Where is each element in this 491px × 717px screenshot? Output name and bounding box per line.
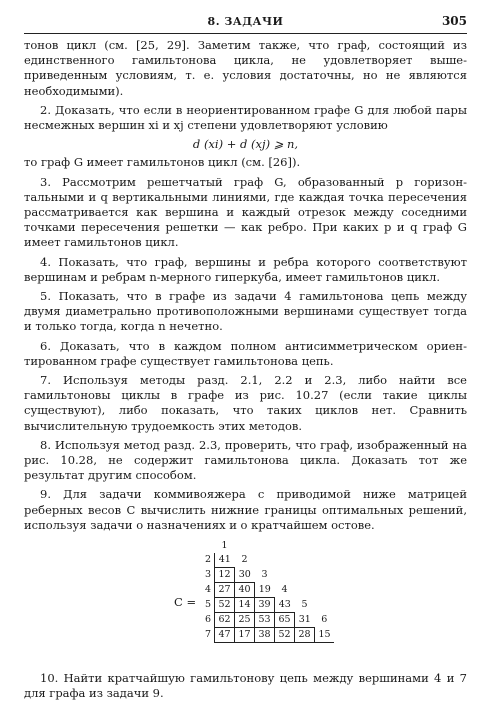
matrix-cell: 53 [255, 613, 275, 628]
matrix-header-row [199, 539, 334, 553]
weight-matrix-table [199, 539, 334, 643]
matrix-cell: 52 [215, 598, 235, 613]
matrix-row [199, 553, 334, 568]
matrix-cell: 14 [235, 598, 255, 613]
matrix-cell: 30 [235, 568, 255, 583]
problem-8: 8. Используя метод разд. 2.3, проверить, что граф, изображенный на рис. 10.28, не содержит гамильтонова цикла. Доказать тот же результат другим способом. [24, 437, 467, 483]
problem-2-conclusion: то граф G имеет гамильтонов цикл (см. [26]). [24, 155, 301, 170]
column-header: 3 [261, 569, 268, 581]
matrix-cell: 15 [315, 628, 335, 643]
problem-9: 9. Для задачи коммивояжера с приводимой ниже матрицей реберных весов C вычислить нижние границы оптимальных решений, используя задачи о назначениях и о кратчайшем остове. [24, 487, 467, 532]
matrix-cell: 62 [215, 613, 235, 628]
column-header: 2 [241, 554, 248, 566]
matrix-cell: 41 [215, 553, 235, 568]
matrix-cell: 52 [275, 628, 295, 643]
matrix-row [199, 613, 334, 628]
matrix-cell: 17 [235, 628, 255, 643]
column-header: 5 [301, 599, 308, 611]
problem-5: 5. Показать, что в графе из задачи 4 гамильтонова цепь между двумя диаметрально противоположными вершинами существует тогда и только тогда, когда n нечетно. [24, 289, 467, 334]
paragraph-continuation: тонов цикл (см. [25, 29]. Заметим также, что граф, состоящий из единственного гамильтонова цикла, не удовлетворяет вышеприведенным условиям, т. е. условия достаточны, но не являются необходимыми). [24, 38, 467, 98]
matrix-cell: 43 [275, 598, 295, 613]
matrix-cell: 31 [295, 613, 315, 628]
matrix-cell: 47 [215, 628, 235, 643]
matrix-cell: 38 [255, 628, 275, 643]
problem-3: 3. Рассмотрим решетчатый граф G, образованный p горизонтальными и q вертикальными линиями, где каждая точка пересечения рассматривается как вершина и каждый отрезок между соседними точками пересечения решетки — как ребро. При каких p и q граф G имеет гамильтонов цикл. [24, 174, 467, 250]
row-header: 3 [204, 569, 211, 581]
column-header: 6 [321, 614, 328, 626]
matrix-row [199, 598, 334, 613]
degree-condition-formula: d (xi) + d (xj) ⩾ n, [192, 137, 299, 152]
problem-2-statement: 2. Доказать, что если в неориентированном графе G для любой пары несмежных вершин xi и xj степени удовлетворяют условию [24, 102, 467, 133]
matrix-cell: 19 [255, 583, 275, 598]
matrix-cell: 25 [235, 613, 255, 628]
matrix-row [199, 568, 334, 583]
matrix-cell: 12 [215, 568, 235, 583]
matrix-cell: 27 [215, 583, 235, 598]
matrix-label: C = [174, 595, 197, 610]
running-header [24, 9, 467, 34]
row-header: 4 [204, 584, 211, 596]
problem-6: 6. Доказать, что в каждом полном антисимметрическом ориентированном графе существует гамильтонова цепь. [24, 338, 467, 368]
matrix-cell: 65 [275, 613, 295, 628]
row-header: 2 [204, 554, 211, 566]
matrix-cell: 28 [295, 628, 315, 643]
column-header: 4 [281, 584, 288, 596]
chapter-title: 8. ЗАДАЧИ [207, 15, 284, 28]
matrix-row [199, 583, 334, 598]
weight-matrix [24, 539, 467, 663]
matrix-row [199, 628, 334, 643]
page-number: 305 [441, 14, 467, 28]
row-header: 6 [204, 614, 211, 626]
problem-10: 10. Найти кратчайшую гамильтонову цепь между вершинами 4 и 7 для графа из задачи 9. [24, 671, 467, 701]
problem-4: 4. Показать, что граф, вершины и ребра которого соответствуют вершинам и ребрам n-мерного гиперкуба, имеет гамильтонов цикл. [24, 254, 467, 284]
column-header: 1 [221, 540, 228, 552]
page-body [24, 38, 467, 706]
problem-7: 7. Используя методы разд. 2.1, 2.2 и 2.3, либо найти все гамильтоновы циклы в графе из рис. 10.27 (если такие циклы существуют), либо показать, что таких циклов нет. Сравнить вычислительную трудоемкость этих методов. [24, 373, 467, 433]
matrix-cell: 40 [235, 583, 255, 598]
row-header: 7 [204, 629, 211, 641]
row-header: 5 [204, 599, 211, 611]
matrix-cell: 39 [255, 598, 275, 613]
